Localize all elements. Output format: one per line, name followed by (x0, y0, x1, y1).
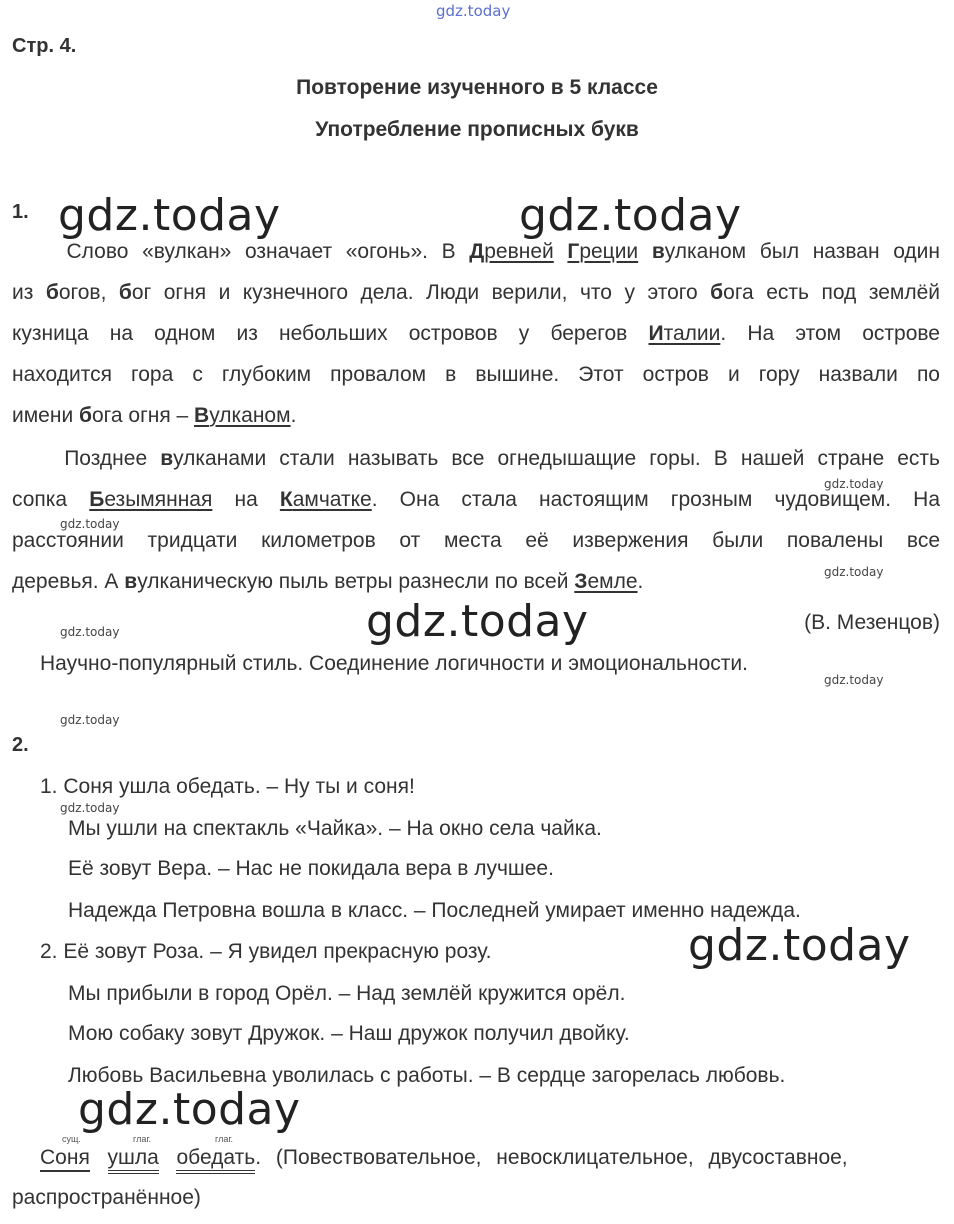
exercise-1-author: (В. Мезенцов) (804, 611, 940, 634)
watermark-small-5: gdz.today (824, 673, 884, 687)
watermark-small-7: gdz.today (60, 801, 120, 815)
exercise-1-number: 1. (12, 201, 29, 223)
pos-note-verb-1: глаг. (133, 1134, 152, 1144)
watermark-large-5: gdz.today (78, 1084, 301, 1135)
watermark-small-6: gdz.today (60, 713, 120, 727)
predicate-word-2: обедать (176, 1146, 255, 1174)
ex2-group1-line-4: Надежда Петровна вошла в класс. – Последней умирает именно надежда. (68, 899, 801, 922)
ex2-group2-line-2: Мы прибыли в город Орёл. – Над землёй кружится орёл. (68, 982, 626, 1005)
exercise-1-conclusion: Научно-популярный стиль. Соединение логичности и эмоциональности. (40, 652, 748, 675)
watermark-small-1: gdz.today (824, 477, 884, 491)
ex2-group2-line-4: Любовь Васильевна уволилась с работы. – В сердце загорелась любовь. (68, 1064, 786, 1087)
watermark-large-3: gdz.today (366, 596, 589, 647)
exercise-1-paragraph-2: Позднее вулканами стали называть все огнедышащие горы. В нашей стране есть сопка Безымянная на Камчатке. Она стала настоящим грозным чудовищем. На расстоянии тридцати километров от места её извержения были повалены все деревья. А вулканическую пыль ветры разнесли по всей Земле. (12, 447, 940, 593)
watermark-large-4: gdz.today (688, 920, 911, 971)
watermark-small-3: gdz.today (824, 565, 884, 579)
sentence-characteristics-2: распространённое) (12, 1186, 201, 1209)
ex2-group1-line-1: 1. Соня ушла обедать. – Ну ты и соня! (40, 775, 415, 798)
watermark-small-2: gdz.today (60, 517, 120, 531)
watermark-small-4: gdz.today (60, 625, 120, 639)
ex2-group1-line-3: Её зовут Вера. – Нас не покидала вера в лучшее. (68, 857, 554, 880)
page-subtitle: Употребление прописных букв (315, 118, 639, 141)
watermark-large-2: gdz.today (519, 190, 742, 241)
watermark-large-1: gdz.today (58, 190, 281, 241)
ex2-group2-line-1: 2. Её зовут Роза. – Я увидел прекрасную розу. (40, 940, 492, 963)
sentence-characteristics-1: . (Повествовательное, невосклицательное, двусоставное, (255, 1146, 848, 1169)
watermark-top: gdz.today (436, 2, 511, 20)
ex2-group2-line-3: Мою собаку зовут Дружок. – Наш дружок получил двойку. (68, 1022, 630, 1045)
subject-word: Соня (40, 1146, 90, 1172)
exercise-1-paragraph-1: Слово «вулкан» означает «огонь». В Древней Греции вулканом был назван один из богов, бог огня и кузнечного дела. Люди верили, что у этого бога есть под землёй кузница на одном из небольших островов у берегов Италии. На этом острове находится гора с глубоким провалом в вышине. Этот остров и гору назвали по имени бога огня – Вулканом. (12, 240, 940, 427)
pos-note-noun: сущ. (62, 1134, 81, 1144)
ex2-group1-line-2: Мы ушли на спектакль «Чайка». – На окно села чайка. (68, 817, 602, 840)
exercise-2-number: 2. (12, 734, 29, 756)
pos-note-verb-2: глаг. (215, 1134, 234, 1144)
page-title: Повторение изученного в 5 классе (296, 76, 658, 99)
parse-sentence-line (40, 1146, 940, 1170)
page-label: Стр. 4. (12, 35, 77, 57)
predicate-word-1: ушла (108, 1146, 159, 1174)
